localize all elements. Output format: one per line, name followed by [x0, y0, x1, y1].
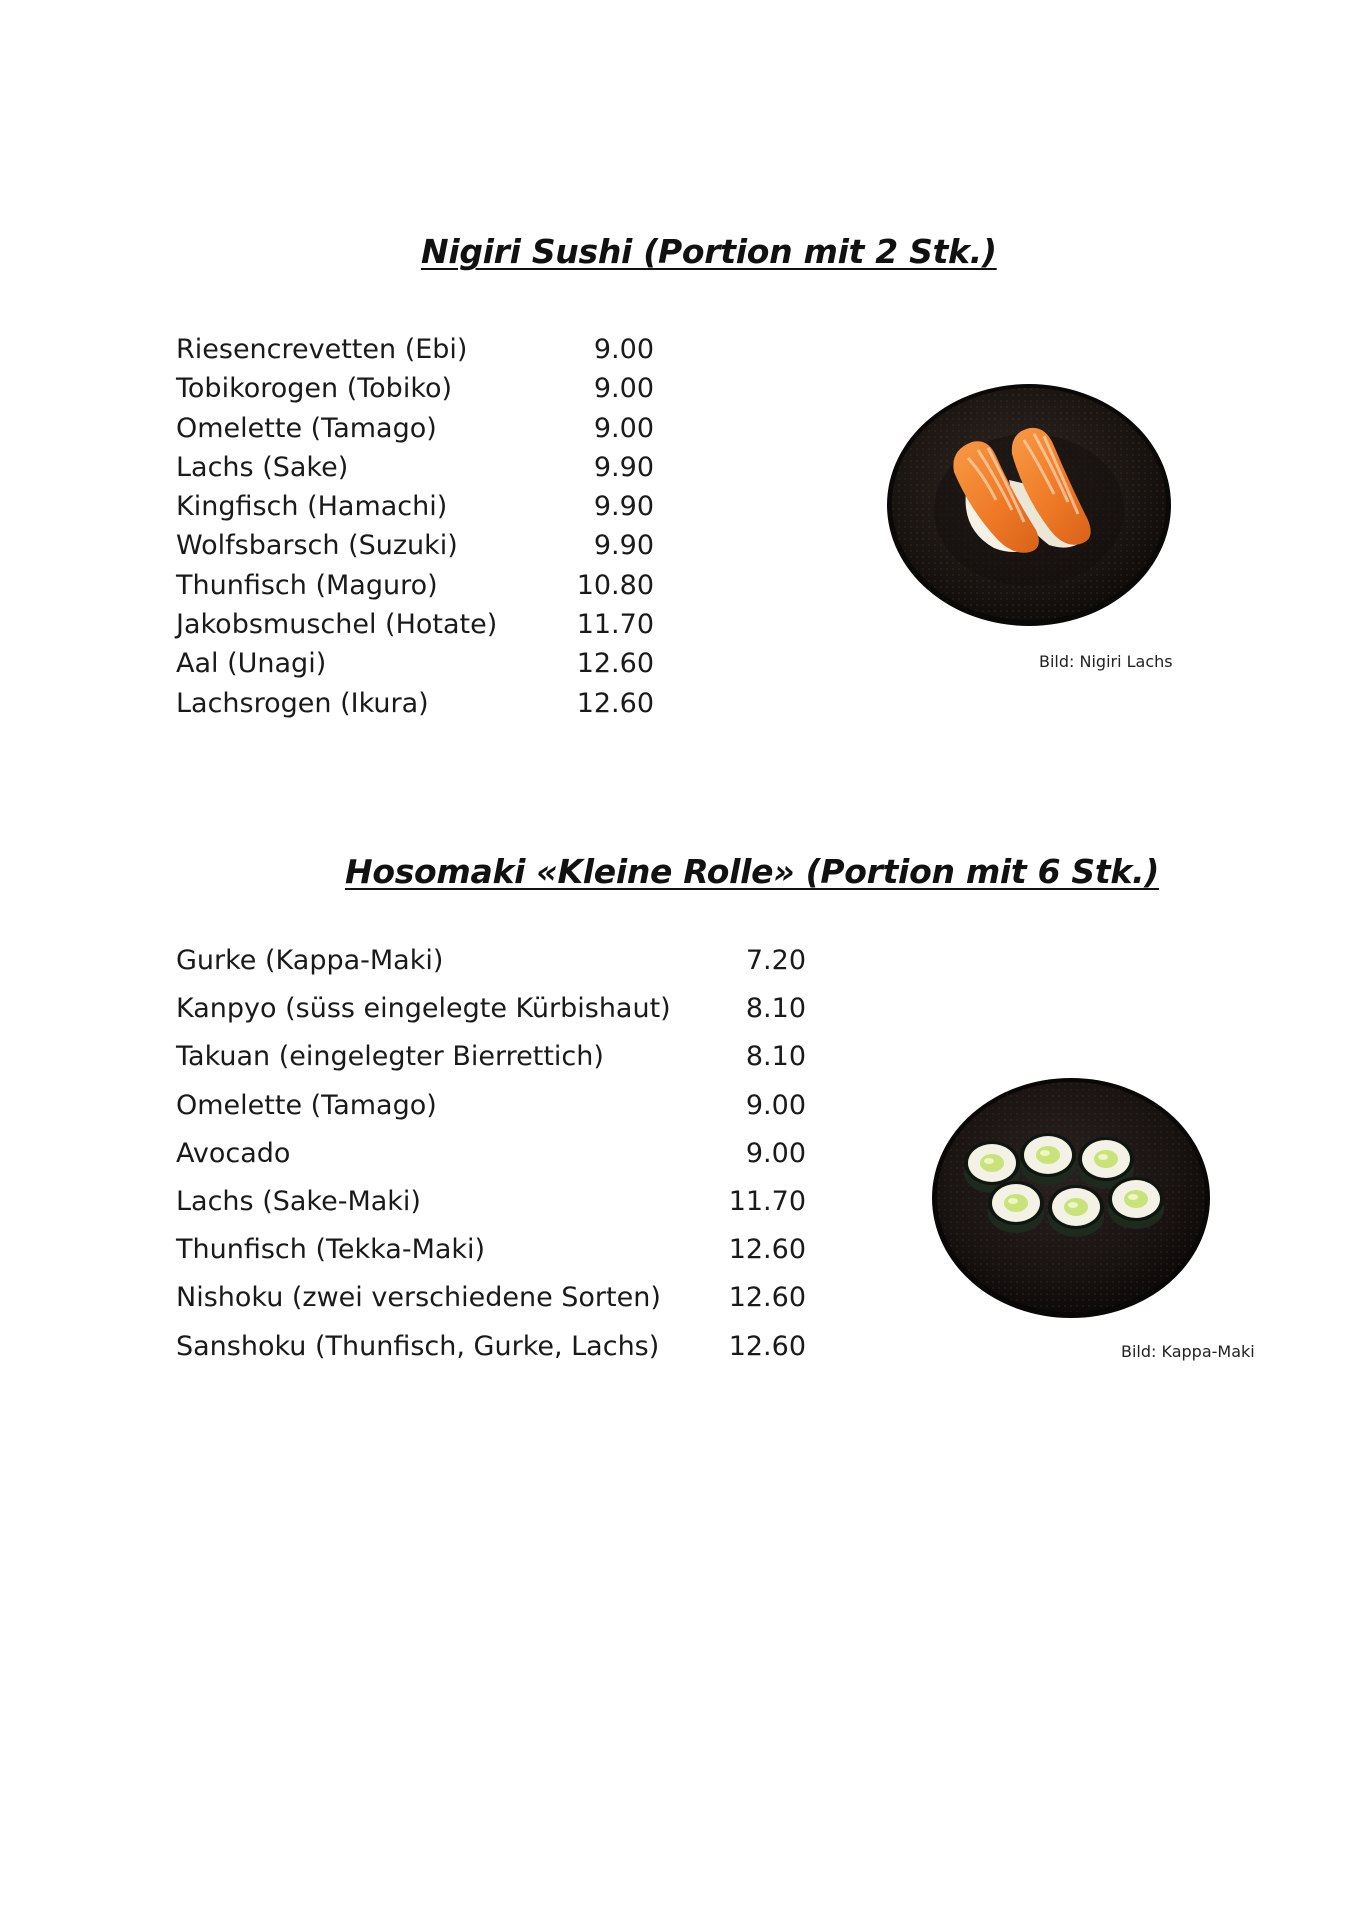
menu-item-name: Jakobsmuschel (Hotate) — [176, 609, 498, 641]
menu-item-price: 9.00 — [593, 412, 654, 444]
section-title-hosomaki: Hosomaki «Kleine Rolle» (Portion mit 6 Stk.) — [345, 852, 1160, 891]
photo-caption-nigiri: Bild: Nigiri Lachs — [1039, 652, 1173, 671]
menu-item-name: Takuan (eingelegter Bierrettich) — [176, 1041, 604, 1073]
menu-item-name: Omelette (Tamago) — [176, 1089, 437, 1121]
photo-caption-kappa: Bild: Kappa-Maki — [1121, 1342, 1255, 1361]
menu-item-name: Riesencrevetten (Ebi) — [176, 334, 468, 365]
menu-item-price: 9.00 — [593, 334, 654, 365]
menu-item-name: Gurke (Kappa-Maki) — [176, 945, 444, 976]
menu-item-price: 9.00 — [745, 1137, 806, 1169]
menu-item-name: Lachs (Sake) — [176, 451, 349, 483]
menu-item-price: 12.60 — [728, 1234, 806, 1266]
menu-item-name: Thunfisch (Maguro) — [176, 569, 438, 601]
menu-item-name: Lachs (Sake-Maki) — [176, 1185, 421, 1217]
menu-item-name: Wolfsbarsch (Suzuki) — [176, 530, 458, 562]
menu-item-name: Sanshoku (Thunfisch, Gurke, Lachs) — [176, 1330, 660, 1362]
menu-item-price: 9.90 — [593, 491, 654, 523]
menu-item-price: 12.60 — [576, 648, 654, 680]
menu-item-name: Thunfisch (Tekka-Maki) — [176, 1234, 486, 1266]
menu-item-name: Kingfisch (Hamachi) — [176, 491, 448, 523]
section-title-nigiri: Nigiri Sushi (Portion mit 2 Stk.) — [421, 232, 997, 271]
menu-item-name: Omelette (Tamago) — [176, 412, 437, 444]
menu-item-price: 9.00 — [745, 1089, 806, 1121]
menu-item-name: Avocado — [176, 1137, 291, 1169]
menu-item-name: Nishoku (zwei verschiedene Sorten) — [176, 1282, 661, 1314]
menu-item-price: 12.60 — [576, 687, 654, 719]
menu-item-price: 12.60 — [728, 1330, 806, 1362]
menu-item-price: 9.00 — [593, 373, 654, 405]
menu-item-price: 11.70 — [728, 1185, 806, 1217]
menu-item-price: 7.20 — [745, 945, 806, 976]
nigiri-lachs-photo — [884, 380, 1174, 630]
menu-item-name: Kanpyo (süss eingelegte Kürbishaut) — [176, 993, 671, 1025]
menu-item-price: 8.10 — [745, 1041, 806, 1073]
menu-item-price: 12.60 — [728, 1282, 806, 1314]
menu-item-name: Tobikorogen (Tobiko) — [176, 373, 453, 405]
menu-item-price: 8.10 — [745, 993, 806, 1025]
menu-item-price: 11.70 — [576, 609, 654, 641]
kappa-maki-photo — [930, 1075, 1212, 1320]
menu-item-name: Aal (Unagi) — [176, 648, 327, 680]
menu-item-price: 9.90 — [593, 530, 654, 562]
menu-item-price: 9.90 — [593, 451, 654, 483]
menu-item-name: Lachsrogen (Ikura) — [176, 687, 429, 719]
menu-item-price: 10.80 — [576, 569, 654, 601]
